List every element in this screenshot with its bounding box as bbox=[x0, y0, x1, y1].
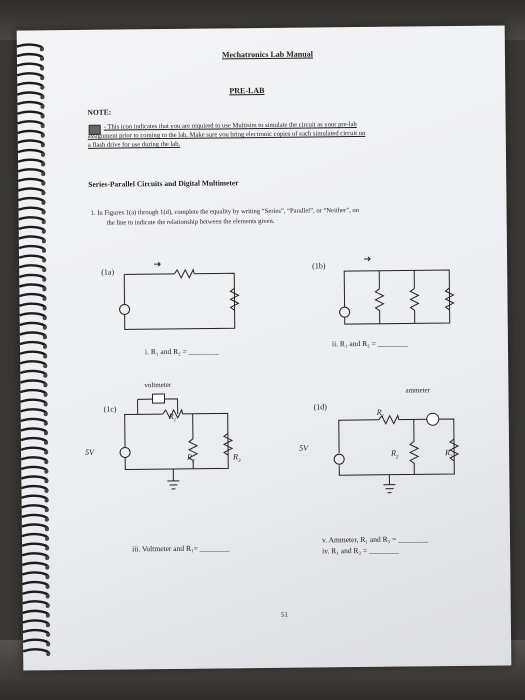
page-number: 51 bbox=[280, 610, 288, 619]
figure-1b-label: (1b) bbox=[312, 261, 326, 271]
spiral-coil bbox=[21, 409, 47, 414]
note-label: NOTE: bbox=[87, 107, 112, 117]
spiral-coil bbox=[19, 265, 45, 270]
spiral-coil bbox=[23, 620, 49, 625]
spiral-coil bbox=[18, 188, 44, 193]
spiral-coil bbox=[20, 352, 46, 357]
spiral-coil bbox=[23, 640, 49, 645]
prelab-heading: PRE-LAB bbox=[229, 85, 265, 96]
resistor-r2-label-1d: $R_2$ bbox=[391, 448, 399, 461]
voltmeter-label: voltmeter bbox=[144, 380, 172, 390]
spiral-coil bbox=[18, 179, 44, 184]
circuit-1a bbox=[114, 253, 245, 334]
spiral-coil bbox=[23, 649, 49, 654]
spiral-coil bbox=[22, 524, 48, 529]
answer-v[interactable]: v. Ammeter, R₁ and R₃ = ________ bbox=[321, 534, 429, 545]
spiral-coil bbox=[20, 342, 46, 347]
spiral-coil bbox=[17, 73, 43, 78]
spiral-coil bbox=[22, 534, 48, 539]
resistor-r2-label-1c: $R_2$ bbox=[187, 452, 195, 465]
spiral-coil bbox=[21, 419, 47, 424]
spiral-coil bbox=[22, 572, 48, 577]
spiral-coil bbox=[19, 246, 45, 251]
answer-iv[interactable]: iv. R₁ and R₂ = ________ bbox=[322, 545, 400, 556]
spiral-coil bbox=[22, 582, 48, 587]
spiral-coil bbox=[17, 92, 43, 97]
question-1-line-1: 1. In Figures 1(a) through 1(d), complete the equality by writing “Series”, “Parallel”, or “Neither”, on bbox=[90, 206, 360, 217]
spiral-coil bbox=[18, 160, 44, 165]
spiral-coil bbox=[19, 217, 45, 222]
figure-1d-label: (1d) bbox=[313, 402, 327, 412]
spiral-coil bbox=[20, 304, 46, 309]
spiral-coil bbox=[18, 131, 44, 136]
spiral-coil bbox=[19, 208, 45, 213]
spiral-coil bbox=[21, 457, 47, 462]
spiral-coil bbox=[23, 611, 49, 616]
note-text-line-1: - This icon indicates that you are required to use Multisim to simulate the circuit as your pre-lab bbox=[103, 121, 357, 131]
answer-iii[interactable]: iii. Voltmeter and R₁= ________ bbox=[132, 543, 230, 554]
circuit-1b bbox=[324, 248, 455, 339]
spiral-coil bbox=[21, 448, 47, 453]
ammeter-label: ammeter bbox=[405, 386, 430, 395]
spiral-coil bbox=[19, 256, 45, 261]
manual-page bbox=[17, 25, 512, 670]
spiral-coil bbox=[21, 400, 47, 405]
spiral-coil bbox=[20, 361, 46, 366]
spiral-coil bbox=[22, 515, 48, 520]
spiral-coil bbox=[18, 121, 44, 126]
spiral-coil bbox=[18, 140, 44, 145]
spiral-coil bbox=[18, 150, 44, 155]
spiral-coil bbox=[18, 169, 44, 174]
answer-i[interactable]: i. R₁ and R₂ = ________ bbox=[144, 346, 219, 357]
source-5v-label-1d: 5V bbox=[299, 443, 308, 453]
spiral-coil bbox=[19, 236, 45, 241]
spiral-coil bbox=[17, 54, 43, 59]
note-text-line-3: a flash drive for use during the lab. bbox=[87, 140, 181, 149]
spiral-coil bbox=[21, 467, 47, 472]
spiral-coil bbox=[21, 486, 47, 491]
spiral-coil bbox=[22, 544, 48, 549]
spiral-coil bbox=[23, 601, 49, 606]
figure-1c-label: (1c) bbox=[103, 404, 117, 414]
circuit-1d bbox=[318, 394, 469, 506]
spiral-coil bbox=[17, 64, 43, 69]
spiral-coil bbox=[17, 44, 43, 49]
spiral-coil bbox=[19, 227, 45, 232]
spiral-coil bbox=[19, 275, 45, 280]
spiral-coil bbox=[19, 284, 45, 289]
spiral-binding bbox=[13, 40, 53, 660]
section-title: Series-Parallel Circuits and Digital Multimeter bbox=[88, 178, 239, 189]
spiral-coil bbox=[23, 630, 49, 635]
spiral-coil bbox=[18, 112, 44, 117]
spiral-coil bbox=[22, 496, 48, 501]
answer-ii[interactable]: ii. R₁ and R₂ = ________ bbox=[331, 338, 408, 349]
spiral-coil bbox=[22, 505, 48, 510]
spiral-coil bbox=[22, 553, 48, 558]
source-5v-label-1c: 5V bbox=[85, 447, 95, 457]
spiral-coil bbox=[22, 563, 48, 568]
spiral-coil bbox=[21, 428, 47, 433]
spiral-coil bbox=[18, 198, 44, 203]
spiral-coil bbox=[21, 476, 47, 481]
figure-1a-label: (1a) bbox=[101, 267, 115, 277]
spiral-coil bbox=[17, 83, 43, 88]
resistor-r1-label-1d: $R_1$ bbox=[376, 407, 385, 420]
spiral-coil bbox=[20, 332, 46, 337]
spiral-coil bbox=[20, 371, 46, 376]
resistor-r1-label-1c: $R_1$ bbox=[168, 411, 177, 424]
spiral-coil bbox=[20, 390, 46, 395]
resistor-r3-label-1d: $R_3$ bbox=[445, 448, 453, 460]
spiral-coil bbox=[21, 438, 47, 443]
spiral-coil bbox=[23, 592, 49, 597]
spiral-coil bbox=[20, 313, 46, 318]
resistor-r3-label-1c: $R_3$ bbox=[233, 452, 241, 464]
spiral-coil bbox=[20, 380, 46, 385]
note-text-line-2: assignment prior to coming to the lab. Make sure you bring electronic copies of each simulated circuit on bbox=[87, 129, 366, 140]
spiral-coil bbox=[17, 102, 43, 107]
question-1-line-2: the line to indicate the relationship between the elements given. bbox=[106, 217, 275, 227]
page-header-title: Mechatronics Lab Manual bbox=[221, 49, 313, 60]
spiral-coil bbox=[20, 323, 46, 328]
circuit-1c bbox=[102, 388, 243, 499]
spiral-coil bbox=[19, 294, 45, 299]
